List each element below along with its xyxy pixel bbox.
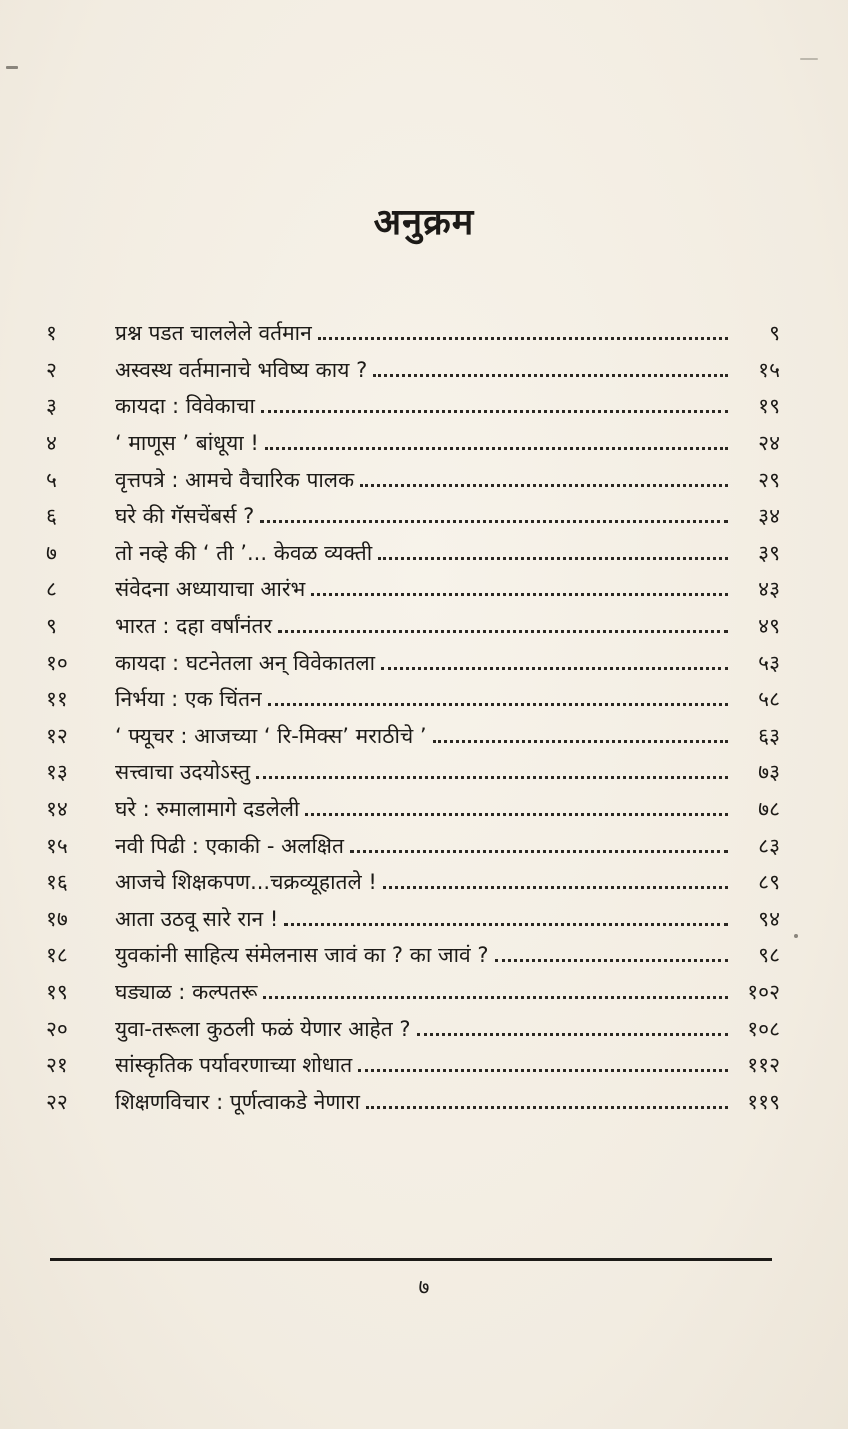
- chapter-page-number: ९८: [758, 943, 780, 968]
- dot-leader: [378, 557, 728, 560]
- dot-leader: [366, 1106, 728, 1109]
- chapter-page-number: १०२: [747, 979, 780, 1004]
- toc-entry: [40, 1047, 780, 1084]
- toc-entry: [40, 937, 780, 974]
- toc-entry-line: [115, 941, 780, 969]
- scan-mark: [6, 66, 18, 69]
- chapter-page-number: ११२: [747, 1053, 780, 1078]
- chapter-page-number: ८९: [758, 870, 780, 895]
- dot-leader: [495, 959, 728, 962]
- page-number: ७: [418, 1275, 430, 1299]
- toc-entry-line: [115, 1051, 780, 1079]
- chapter-page-number: ९४: [758, 906, 780, 931]
- dot-leader: [373, 374, 728, 377]
- chapter-title: कायदा : घटनेतला अन् विवेकातला: [115, 650, 376, 675]
- chapter-title: अस्वस्थ वर्तमानाचे भविष्य काय ?: [115, 357, 368, 382]
- chapter-number: १८: [46, 943, 68, 968]
- dot-leader: [318, 337, 728, 340]
- chapter-page-number: २४: [758, 431, 780, 456]
- dot-leader: [305, 813, 728, 816]
- toc-entry: [40, 718, 780, 755]
- chapter-title: भारत : दहा वर्षांनंतर: [115, 614, 273, 639]
- dot-leader: [360, 484, 728, 487]
- chapter-title: कायदा : विवेकाचा: [115, 394, 255, 419]
- dot-leader: [260, 520, 728, 523]
- toc-entry-line: [115, 685, 780, 713]
- chapter-title: ‘ फ्यूचर : आजच्या ‘ रि-मिक्स’ मराठीचे ’: [115, 723, 427, 748]
- toc-entry: [40, 827, 780, 864]
- toc-entry-line: [115, 795, 780, 823]
- chapter-page-number: ३९: [758, 540, 780, 565]
- toc-entry-line: [115, 868, 780, 896]
- chapter-number: १४: [46, 797, 68, 822]
- toc-entry-line: [115, 466, 780, 494]
- dot-leader: [284, 923, 728, 926]
- chapter-number: १९: [46, 979, 68, 1004]
- chapter-number: ३: [46, 394, 57, 419]
- dot-leader: [278, 630, 728, 633]
- toc-entry-line: [115, 905, 780, 933]
- chapter-page-number: ४३: [758, 577, 780, 602]
- scan-mark: [794, 934, 798, 938]
- chapter-page-number: ३४: [758, 504, 780, 529]
- toc-entry-line: [115, 356, 780, 384]
- chapter-number: २१: [46, 1053, 68, 1078]
- toc-entry: [40, 644, 780, 681]
- chapter-page-number: ७३: [758, 760, 780, 785]
- dot-leader: [311, 593, 728, 596]
- dot-leader: [256, 776, 728, 779]
- toc-entry-line: [115, 575, 780, 603]
- toc-entry: [40, 535, 780, 572]
- toc-entry-line: [115, 612, 780, 640]
- chapter-title: आजचे शिक्षकपण...चक्रव्यूहातले !: [115, 870, 377, 895]
- chapter-page-number: ४९: [758, 614, 780, 639]
- chapter-number: ४: [46, 431, 57, 456]
- toc-entry: [40, 315, 780, 352]
- toc-entry: [40, 461, 780, 498]
- table-of-contents: [40, 315, 780, 1120]
- chapter-title: शिक्षणविचार : पूर्णत्वाकडे नेणारा: [115, 1089, 360, 1114]
- chapter-title: संवेदना अध्यायाचा आरंभ: [115, 577, 306, 602]
- chapter-number: ९: [46, 614, 57, 639]
- toc-entry: [40, 901, 780, 938]
- toc-entry-line: [115, 1088, 780, 1116]
- chapter-title: तो नव्हे की ‘ ती ’... केवळ व्यक्ती: [115, 540, 373, 565]
- dot-leader: [433, 740, 728, 743]
- toc-entry: [40, 388, 780, 425]
- chapter-page-number: ८३: [758, 833, 780, 858]
- toc-entry-line: [115, 539, 780, 567]
- chapter-page-number: १०८: [747, 1016, 780, 1041]
- toc-entry: [40, 864, 780, 901]
- chapter-number: १६: [46, 870, 68, 895]
- toc-entry-line: [115, 1015, 780, 1043]
- chapter-page-number: ६३: [758, 723, 780, 748]
- chapter-number: २०: [46, 1016, 68, 1041]
- toc-entry-line: [115, 832, 780, 860]
- chapter-title: युवकांनी साहित्य संमेलनास जावं का ? का जावं ?: [115, 943, 489, 968]
- chapter-title: ‘ माणूस ’ बांधूया !: [115, 431, 259, 456]
- chapter-number: १०: [46, 650, 68, 675]
- dot-leader: [383, 886, 728, 889]
- scan-mark: [800, 58, 818, 60]
- chapter-title: युवा-तरूला कुठली फळं येणार आहेत ?: [115, 1016, 411, 1041]
- chapter-page-number: १९: [758, 394, 780, 419]
- chapter-page-number: ५३: [758, 650, 780, 675]
- chapter-title: वृत्तपत्रे : आमचे वैचारिक पालक: [115, 467, 355, 492]
- dot-leader: [268, 703, 728, 706]
- chapter-number: ७: [46, 540, 57, 565]
- chapter-title: सत्त्वाचा उदयोऽस्तु: [115, 760, 251, 785]
- chapter-page-number: ११९: [747, 1089, 780, 1114]
- chapter-title: सांस्कृतिक पर्यावरणाच्या शोधात: [115, 1053, 353, 1078]
- chapter-title: घरे की गॅसचेंबर्स ?: [115, 504, 255, 529]
- toc-entry-line: [115, 722, 780, 750]
- toc-entry-line: [115, 392, 780, 420]
- chapter-number: १७: [46, 906, 68, 931]
- chapter-page-number: २९: [758, 467, 780, 492]
- chapter-title: प्रश्न पडत चाललेले वर्तमान: [115, 321, 312, 346]
- page-title: अनुक्रम: [373, 202, 475, 244]
- dot-leader: [263, 996, 728, 999]
- chapter-title: नवी पिढी : एकाकी - अलक्षित: [115, 833, 344, 858]
- toc-entry-line: [115, 649, 780, 677]
- toc-entry: [40, 754, 780, 791]
- chapter-number: १२: [46, 723, 68, 748]
- chapter-title: घरे : रुमालामागे दडलेली: [115, 797, 300, 822]
- chapter-number: १५: [46, 833, 68, 858]
- chapter-number: ११: [46, 687, 68, 712]
- toc-entry: [40, 974, 780, 1011]
- chapter-title: निर्भया : एक चिंतन: [115, 687, 262, 712]
- chapter-page-number: ९: [769, 321, 780, 346]
- toc-entry: [40, 608, 780, 645]
- chapter-number: १३: [46, 760, 68, 785]
- toc-entry: [40, 1083, 780, 1120]
- chapter-page-number: ५८: [758, 687, 780, 712]
- dot-leader: [417, 1033, 729, 1036]
- toc-entry-line: [115, 758, 780, 786]
- toc-entry: [40, 571, 780, 608]
- chapter-title: घड्याळ : कल्पतरू: [115, 979, 258, 1004]
- footer-rule: [50, 1258, 772, 1261]
- toc-entry: [40, 425, 780, 462]
- toc-entry-line: [115, 502, 780, 530]
- toc-entry: [40, 1010, 780, 1047]
- chapter-number: ५: [46, 467, 57, 492]
- chapter-title: आता उठवू सारे रान !: [115, 906, 279, 931]
- toc-entry: [40, 352, 780, 389]
- toc-entry-line: [115, 429, 780, 457]
- dot-leader: [358, 1069, 728, 1072]
- chapter-number: ६: [46, 504, 57, 529]
- dot-leader: [261, 410, 728, 413]
- dot-leader: [350, 850, 728, 853]
- chapter-number: २२: [46, 1089, 68, 1114]
- chapter-number: २: [46, 357, 57, 382]
- chapter-page-number: १५: [758, 357, 780, 382]
- dot-leader: [265, 447, 728, 450]
- toc-entry-line: [115, 978, 780, 1006]
- toc-entry-line: [115, 319, 780, 347]
- chapter-number: १: [46, 321, 57, 346]
- toc-entry: [40, 681, 780, 718]
- dot-leader: [381, 667, 728, 670]
- toc-entry: [40, 791, 780, 828]
- chapter-page-number: ७८: [758, 797, 780, 822]
- chapter-number: ८: [46, 577, 57, 602]
- toc-entry: [40, 498, 780, 535]
